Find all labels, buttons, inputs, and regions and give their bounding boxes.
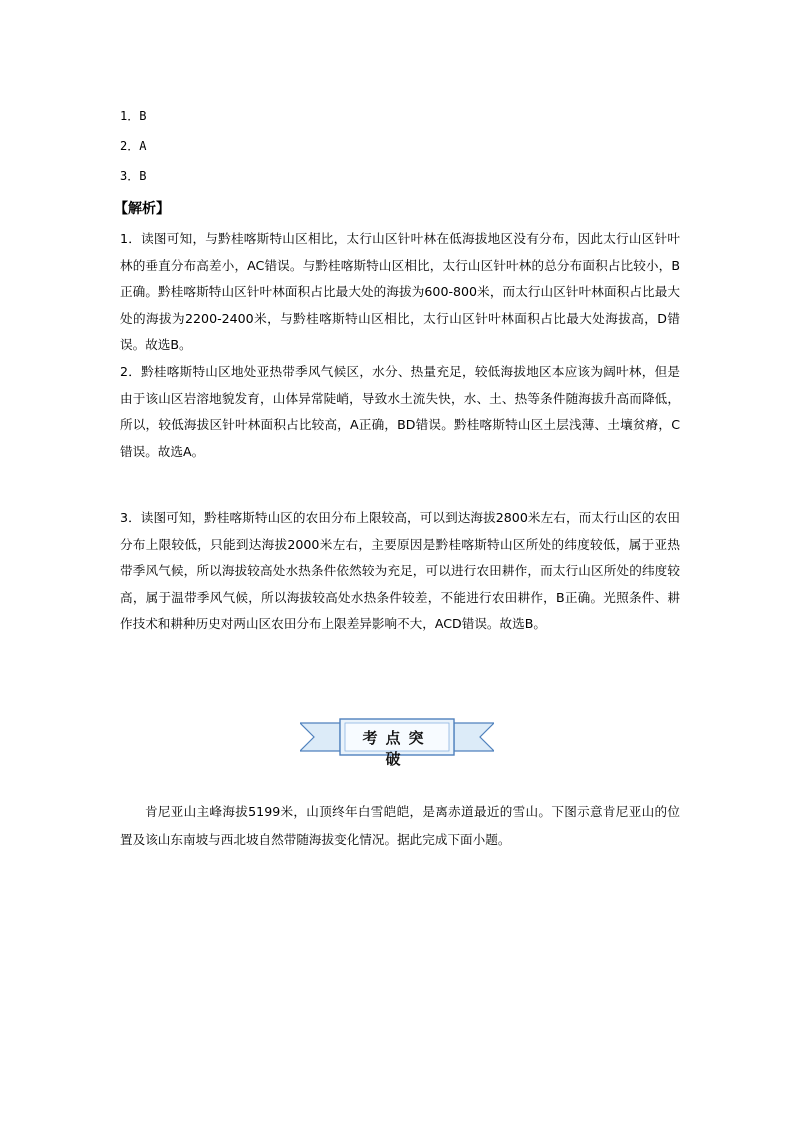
explanation-2: 2．黔桂喀斯特山区地处亚热带季风气候区，水分、热量充足，较低海拔地区本应该为阔叶林，但是由于该山区岩溶地貌发育，山体异常陡峭，导致水土流失快，水、土、热等条件随海拔升高而降低，所以，较低海拔区针叶林面积占比较高，A正确，BD错误。黔桂喀斯特山区土层浅薄、土壤贫瘠，C错误。故选A。 bbox=[120, 364, 680, 459]
question-intro: 肯尼亚山主峰海拔5199米，山顶终年白雪皑皑，是离赤道最近的雪山。下图示意肯尼亚山的位置及该山东南坡与西北坡自然带随海拔变化情况。据此完成下面小题。 bbox=[120, 804, 680, 847]
answer-2: 2．A bbox=[120, 139, 147, 153]
explanation-1: 1．读图可知，与黔桂喀斯特山区相比，太行山区针叶林在低海拔地区没有分布，因此太行山区针叶林的垂直分布高差小，AC错误。与黔桂喀斯特山区相比，太行山区针叶林的总分布面积占比较小，B正确。黔桂喀斯特山区针叶林面积占比最大处的海拔为600-800米，而太行山区针叶林面积占比最大处的海拔为2200-2400米，与黔桂喀斯特山区相比，太行山区针叶林面积占比最大处海拔高，D错误。故选B。 bbox=[120, 231, 680, 352]
key-points-banner bbox=[300, 718, 494, 768]
banner-label: 考点突破 bbox=[362, 729, 432, 768]
analysis-heading: 【解析】 bbox=[114, 201, 170, 217]
explanation-3: 3．读图可知，黔桂喀斯特山区的农田分布上限较高，可以到达海拔2800米左右，而太行山区的农田分布上限较低，只能到达海拔2000米左右，主要原因是黔桂喀斯特山区所处的纬度较低，属于亚热带季风气候，所以海拔较高处水热条件依然较为充足，可以进行农田耕作，而太行山区所处的纬度较高，属于温带季风气候，所以海拔较高处水热条件较差，不能进行农田耕作，B正确。光照条件、耕作技术和耕种历史对两山区农田分布上限差异影响不大，ACD错误。故选B。 bbox=[120, 510, 680, 631]
answer-1: 1．B bbox=[120, 109, 147, 123]
answer-3: 3．B bbox=[120, 169, 147, 183]
